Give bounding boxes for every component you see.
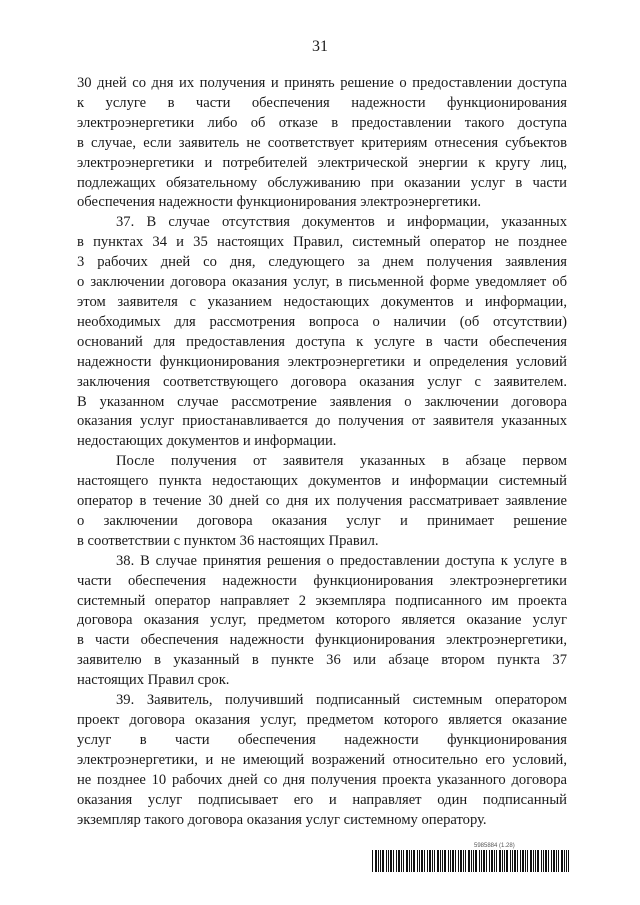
barcode-bar (543, 850, 544, 872)
text-line: необходимых для рассмотрения вопроса о наличии (об отсутствии) (77, 313, 567, 330)
text-line: заключения соответствующего договора оказания услуг с заявителем. (77, 373, 567, 390)
text-line: обеспечения надежности функционирования электроэнергетики. (77, 194, 482, 211)
barcode-bar (417, 850, 418, 872)
text-line: В указанном случае рассмотрение заявления о заключении договора (77, 393, 567, 410)
text-line: договора оказания услуг, предметом которого является оказание услуг (77, 612, 567, 629)
barcode-bar (386, 850, 387, 872)
barcode-bar (452, 850, 454, 872)
page-number: 31 (312, 38, 328, 55)
barcode-bar (463, 850, 464, 872)
text-line: услуг в части обеспечения надежности функционирования (77, 731, 567, 748)
barcode-bar (548, 850, 549, 872)
barcode-bar (455, 850, 456, 872)
barcode-bar (535, 850, 536, 872)
barcode-bar (517, 850, 518, 872)
barcode-bar (551, 850, 552, 872)
barcode-bar (388, 850, 389, 872)
text-line: 38. В случае принятия решения о предоставлении доступа к услуге в (116, 552, 567, 569)
text-line: заявителю в указанный в пункте 36 или абзаце втором пункта 37 (77, 652, 567, 669)
barcode-bar (553, 850, 555, 872)
document-body (77, 74, 567, 830)
barcode-bar (545, 850, 547, 872)
text-line: экземпляр такого договора оказания услуг системному оператору. (77, 811, 487, 828)
barcode-bar (556, 850, 557, 872)
barcode-bar (475, 850, 477, 872)
barcode-bar (378, 850, 379, 872)
barcode-bar (564, 850, 565, 872)
barcode-bar (437, 850, 439, 872)
barcode-bar (403, 850, 404, 872)
text-line: оказания услуг подписывает его и направляет один подписанный (77, 791, 567, 808)
barcode-bar (512, 850, 513, 872)
barcode-bar (479, 850, 480, 872)
barcode-bar (398, 850, 400, 872)
barcode-bar (413, 850, 415, 872)
paragraph (77, 691, 567, 830)
barcode-bar (375, 850, 377, 872)
barcode-bar (432, 850, 433, 872)
text-line: надежности функционирования электроэнергетики и определения условий (77, 353, 567, 370)
barcode-bar (527, 850, 528, 872)
barcode-bar (502, 850, 503, 872)
barcode-bar (434, 850, 435, 872)
text-line: недостающих документов и информации. (77, 433, 337, 450)
barcode-bar (537, 850, 539, 872)
text-line: электроэнергетики либо об отказе в предоставлении такого доступа (77, 114, 567, 131)
text-line: оказания услуг приостанавливается до получения от заявителя указанных (77, 413, 567, 430)
barcode-bar (372, 850, 373, 872)
text-line: к услуге в части обеспечения надежности функционирования (77, 94, 567, 111)
barcode-bar (442, 850, 443, 872)
text-line: о заключении договора оказания услуг и принимает решение (77, 512, 567, 529)
text-line: настоящих Правил срок. (77, 672, 230, 689)
barcode-bar (481, 850, 482, 872)
text-line: оснований для предоставления доступа к услуге в части обеспечения (77, 333, 567, 350)
text-line: 37. В случае отсутствия документов и информации, указанных (116, 214, 567, 231)
text-line: в части обеспечения надежности функционирования электроэнергетики, (77, 632, 567, 649)
barcode-bar (568, 850, 569, 872)
barcode-bar (424, 850, 425, 872)
barcode-bar (514, 850, 516, 872)
barcode-bar (510, 850, 511, 872)
barcode (372, 850, 569, 872)
barcode-bar (471, 850, 472, 872)
text-line: оператор в течение 30 дней со дня их получения рассматривает заявление (77, 493, 567, 510)
barcode-bar (401, 850, 402, 872)
barcode-bar (411, 850, 412, 872)
text-line: системный оператор направляет 2 экземпляра подписанного им проекта (77, 592, 567, 609)
text-line: проект договора оказания услуг, предметом которого является оказание (77, 712, 567, 728)
barcode-bar (530, 850, 532, 872)
barcode-bar (561, 850, 563, 872)
barcode-id: 5985884 (1.28) (474, 843, 515, 849)
barcode-bar (468, 850, 470, 872)
text-line: 39. Заявитель, получивший подписанный системным оператором (116, 692, 567, 709)
barcode-bar (450, 850, 451, 872)
barcode-bar (448, 850, 449, 872)
barcode-bar (491, 850, 493, 872)
barcode-bar (566, 850, 567, 872)
barcode-bar (499, 850, 501, 872)
barcode-bar (504, 850, 505, 872)
barcode-bar (380, 850, 381, 872)
barcode-bar (393, 850, 394, 872)
text-line: электроэнергетики и потребителей электрической энергии к кругу лиц, (77, 154, 567, 171)
barcode-bar (465, 850, 466, 872)
barcode-bar (444, 850, 446, 872)
text-line: не позднее 10 рабочих дней со дня получения проекта указанного договора (77, 771, 567, 788)
barcode-bar (396, 850, 397, 872)
text-line: 30 дней со дня их получения и принять решение о предоставлении доступа (77, 75, 567, 91)
barcode-bar (421, 850, 423, 872)
text-line: После получения от заявителя указанных в абзаце первом (116, 453, 567, 470)
barcode-bar (558, 850, 559, 872)
barcode-bar (406, 850, 408, 872)
paragraph (77, 213, 567, 452)
paragraph (77, 452, 567, 552)
text-line: подлежащих обязательному обслуживанию при оказании услуг в части (77, 174, 567, 191)
barcode-bar (541, 850, 542, 872)
text-line: этом заявителя с указанием недостающих документов и информации, (77, 293, 567, 310)
barcode-bar (382, 850, 384, 872)
barcode-bar (489, 850, 490, 872)
text-line: в пунктах 34 и 35 настоящих Правил, системный оператор не позднее (77, 234, 567, 251)
barcode-bar (427, 850, 428, 872)
text-line: в случае, если заявитель не соответствует критериям отнесения субъектов (77, 134, 567, 151)
barcode-bar (533, 850, 534, 872)
text-line: настоящего пункта недостающих документов и информации системный (77, 473, 567, 490)
barcode-bar (525, 850, 526, 872)
barcode-bar (409, 850, 410, 872)
paragraph (77, 74, 567, 213)
barcode-bar (473, 850, 474, 872)
barcode-bar (506, 850, 508, 872)
text-line: о заключении договора оказания услуг, в письменной форме уведомляет об (77, 274, 567, 291)
barcode-bar (520, 850, 521, 872)
barcode-bar (494, 850, 495, 872)
text-line: части обеспечения надежности функционирования электроэнергетики (77, 572, 567, 589)
barcode-bar (522, 850, 524, 872)
barcode-bar (440, 850, 441, 872)
barcode-bar (486, 850, 487, 872)
barcode-bar (429, 850, 431, 872)
text-line: электроэнергетики, и не имеющий возражений относительно его условий, (77, 751, 567, 768)
barcode-bar (460, 850, 462, 872)
paragraph (77, 552, 567, 691)
text-line: 3 рабочих дней со дня, следующего за днем получения заявления (77, 254, 567, 271)
barcode-bar (483, 850, 485, 872)
barcode-bar (496, 850, 497, 872)
barcode-bar (419, 850, 420, 872)
barcode-bar (458, 850, 459, 872)
barcode-bar (390, 850, 392, 872)
text-line: в соответствии с пунктом 36 настоящих Правил. (77, 532, 379, 549)
